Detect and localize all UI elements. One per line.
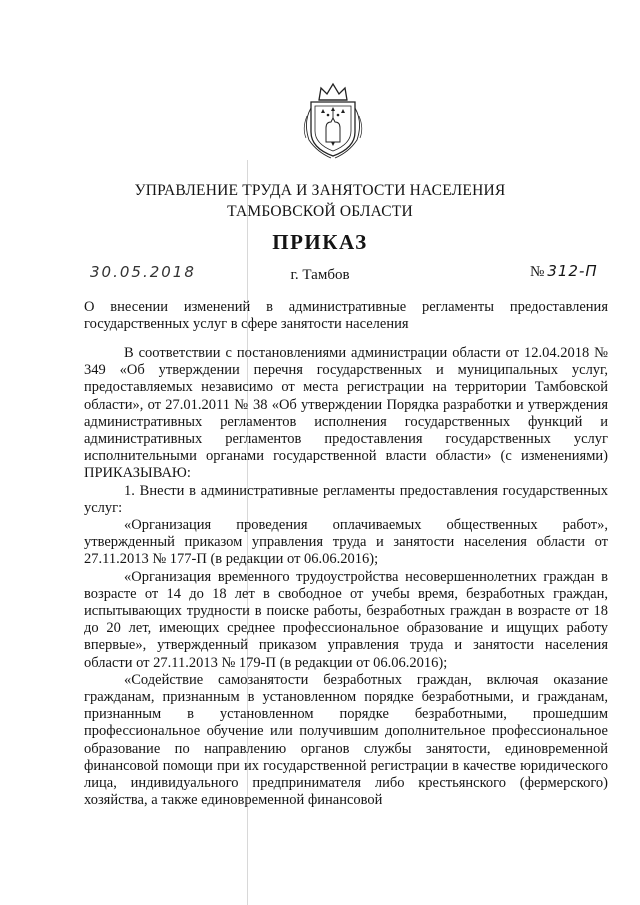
org-line-2: ТАМБОВСКОЙ ОБЛАСТИ [227, 203, 413, 220]
intro-paragraph: В соответствии с постановлениями администрации области от 12.04.2018 № 349 «Об утверждении перечня государственных и муниципальных услуг, предоставляемых независимо от места регистрации на территории Тамбовской области», от 27.01.2011 № 38 «Об утверждении Порядка разработки и утверждения административных регламентов исполнения государственных функций и административных регламентов предоставления государственных услуг исполнительными органами государственной власти области» (с изменениями) ПРИКАЗЫВАЮ: [84, 345, 608, 482]
order-number [530, 262, 598, 281]
coat-of-arms-emblem [297, 78, 369, 162]
regulation-3-paragraph: «Содействие самозанятости безработных граждан, включая оказание гражданам, признанным в установленном порядке безработными, и гражданам, признанным в установленном порядке безработными, прошедшим профессиональное обучение или получившим дополнительное профессиональное образование по направлению органов службы занятости, единовременной финансовой помощи при их государственной регистрации в качестве юридического лица, индивидуального предпринимателя либо крестьянского (фермерского) хозяйства, а также единовременной финансовой [84, 671, 608, 809]
order-subject: О внесении изменений в административные регламенты предоставления государственных услуг в сфере занятости населения [84, 299, 608, 332]
order-number-value: 312-П [547, 262, 598, 280]
number-sign: № [530, 264, 545, 280]
document-type: ПРИКАЗ [272, 230, 368, 254]
regulation-1-paragraph: «Организация проведения оплачиваемых общественных работ», утвержденный приказом управления труда и занятости населения области от 27.11.2013 № 177-П (в редакции от 06.06.2016); [84, 517, 608, 568]
order-body [84, 345, 608, 809]
city-name: г. Тамбов [290, 267, 350, 283]
organization-name [0, 180, 640, 222]
coat-of-arms-icon [297, 78, 369, 162]
regulation-2-paragraph: «Организация временного трудоустройства несовершеннолетних граждан в возрасте от 14 до 18 лет в свободное от учебы время, безработных граждан, испытывающих трудности в поиске работы, безработных граждан в возрасте от 18 до 20 лет, имеющих среднее профессиональное образование и ищущих работу впервые», утвержденный приказом управления труда и занятости населения области от 27.11.2013 № 179-П (в редакции от 06.06.2016); [84, 568, 608, 671]
org-line-1: УПРАВЛЕНИЕ ТРУДА И ЗАНЯТОСТИ НАСЕЛЕНИЯ [134, 182, 506, 199]
item-1-paragraph: 1. Внести в административные регламенты предоставления государственных услуг: [84, 482, 608, 516]
order-date: 30.05.2018 [90, 263, 196, 281]
